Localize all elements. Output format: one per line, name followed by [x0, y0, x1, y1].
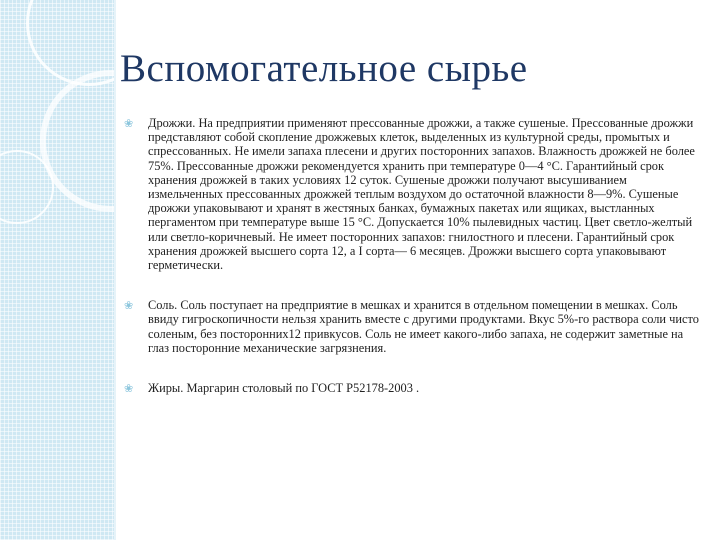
bullet-list [124, 116, 704, 421]
flower-bullet-icon: ❀ [124, 118, 134, 130]
bullet-item-yeast [124, 116, 704, 272]
bullet-text: Жиры. Маргарин столовый по ГОСТ Р52178-2003 . [148, 381, 420, 396]
flower-bullet-icon: ❀ [124, 300, 134, 313]
bullet-text: Дрожжи. На предприятии применяют прессованные дрожжи, а также сушеные. Прессованные дрожжи представляют собой скопление дрожжевых клеток, выделенных из культурной среды, промытых и спрессованных. Не имели запаха плесени и других посторонних запахов. Влажность дрожжей не более 75%. Прессованные дрожжи рекомендуется хранить при температуре 0—4 °С. Гарантийный срок хранения дрожжей в таких условиях 12 суток. Сушеные дрожжи получают высушиванием измельченных прессованных дрожжей теплым воздухом до остаточной влажности 8—9%. Сушеные дрожжи упаковывают и хранят в жестяных банках, бумажных пакетах или ящиках, выстланных пергаментом при температуре выше 15 °С. Допускается 10% пылевидных частиц. Цвет светло-желтый или светло-коричневый. Не имеет посторонних запахов: гнилостного и плесени. Гарантийный срок хранения дрожжей высшего сорта 12, а I сорта— 6 месяцев. Дрожжи высшего сорта упаковывают герметически. [148, 116, 695, 273]
bullet-item-fats [124, 381, 704, 395]
decorative-side-band [0, 0, 116, 540]
bullet-text: Соль. Соль поступает на предприятие в мешках и хранится в отдельном помещении в мешках. Соль ввиду гигроскопичности нельзя хранить вместе с другими продуктами. Вкус 5%-го раствора соли чисто соленым, без посторонних12 привкусов. Соль не имеет какого-либо запаха, не содержит заметные на глаз посторонние механические загрязнения. [148, 298, 699, 355]
bullet-item-salt [124, 298, 704, 355]
slide-title: Вспомогательное сырье [120, 47, 528, 90]
flower-bullet-icon: ❀ [124, 383, 134, 396]
